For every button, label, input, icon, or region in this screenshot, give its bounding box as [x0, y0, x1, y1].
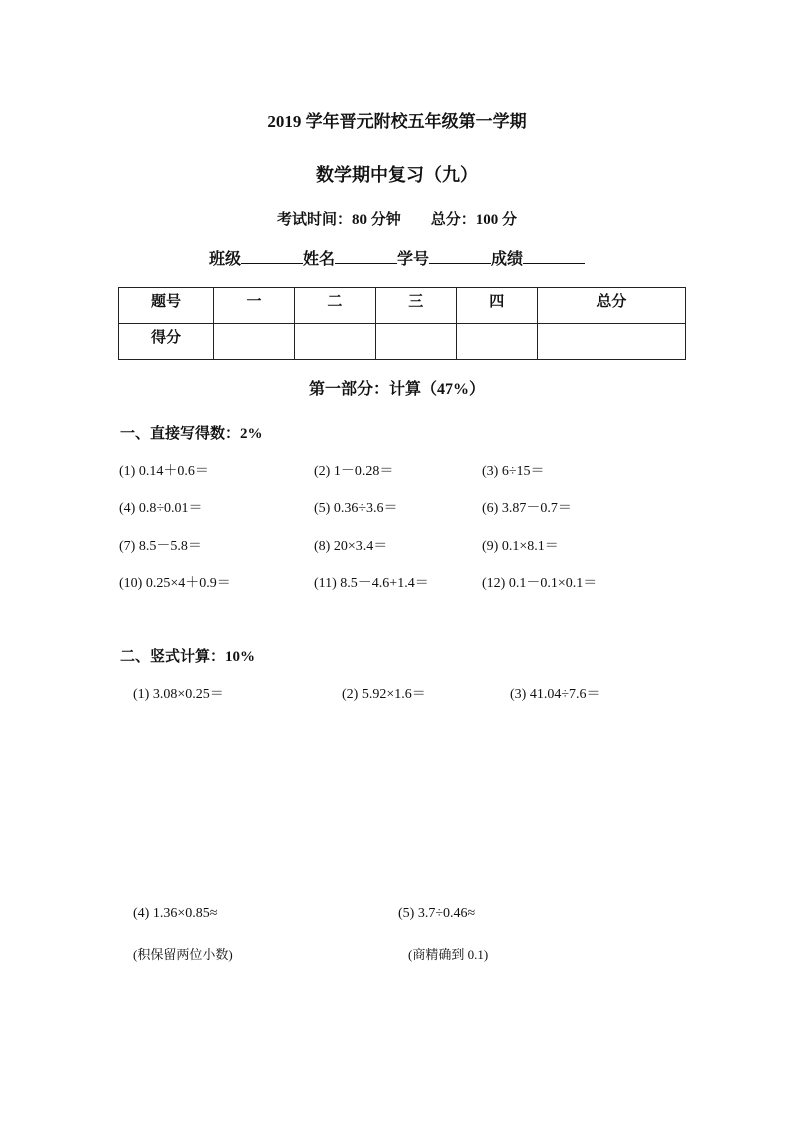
s2-note-5: (商精确到 0.1) [408, 947, 489, 962]
s1-problem-4: (4) 0.8÷0.01＝ [119, 501, 203, 516]
header-cell-3: 三 [375, 288, 456, 324]
s1-problem-8: (8) 20×3.4＝ [314, 539, 388, 554]
score-cell-2[interactable] [294, 324, 375, 360]
id-label: 学号 [397, 251, 430, 268]
s2-note-4: (积保留两位小数) [133, 947, 233, 962]
total-score: 总分：100 分 [430, 212, 518, 228]
score-cell-4[interactable] [456, 324, 537, 360]
s1-problem-7: (7) 8.5－5.8＝ [119, 539, 202, 554]
s1-problem-5: (5) 0.36÷3.6＝ [314, 501, 398, 516]
s2-problem-2: (2) 5.92×1.6＝ [342, 687, 426, 702]
s1-problem-1: (1) 0.14＋0.6＝ [119, 464, 209, 479]
exam-subtitle: 数学期中复习（九） [316, 165, 478, 185]
s2-problem-5: (5) 3.7÷0.46≈ [398, 906, 476, 921]
section2-title: 二、竖式计算：10% [120, 649, 256, 665]
part1-title: 第一部分：计算（47%） [308, 381, 485, 398]
s1-problem-3: (3) 6÷15＝ [482, 464, 545, 479]
s2-problem-1: (1) 3.08×0.25＝ [133, 687, 224, 702]
name-label: 姓名 [302, 251, 335, 268]
header-cell-1: 一 [214, 288, 295, 324]
header-cell-total: 总分 [537, 288, 685, 324]
s1-problem-2: (2) 1－0.28＝ [314, 464, 394, 479]
s2-problem-4: (4) 1.36×0.85≈ [133, 906, 218, 921]
class-blank[interactable] [241, 249, 303, 264]
score-cell-total[interactable] [537, 324, 685, 360]
header-cell-2: 二 [294, 288, 375, 324]
section1-title: 一、直接写得数：2% [120, 426, 263, 442]
s1-problem-11: (11) 8.5－4.6+1.4＝ [314, 576, 429, 591]
s1-problem-10: (10) 0.25×4＋0.9＝ [119, 576, 231, 591]
score-table [118, 287, 686, 360]
s1-problem-6: (6) 3.87－0.7＝ [482, 501, 572, 516]
id-blank[interactable] [429, 249, 491, 264]
s2-problem-3: (3) 41.04÷7.6＝ [510, 687, 601, 702]
s1-problem-12: (12) 0.1－0.1×0.1＝ [482, 576, 598, 591]
grade-blank[interactable] [523, 249, 585, 264]
header-cell-4: 四 [456, 288, 537, 324]
grade-label: 成绩 [491, 251, 524, 268]
student-info-line [0, 246, 794, 269]
score-row-label: 得分 [119, 324, 214, 360]
exam-meta [0, 208, 794, 229]
s1-problem-9: (9) 0.1×8.1＝ [482, 539, 559, 554]
score-cell-1[interactable] [214, 324, 295, 360]
exam-time: 考试时间：80 分钟 [276, 212, 401, 228]
exam-title: 2019 学年晋元附校五年级第一学期 [267, 112, 527, 131]
name-blank[interactable] [335, 249, 397, 264]
score-cell-3[interactable] [375, 324, 456, 360]
class-label: 班级 [208, 251, 241, 268]
score-table-header-row [119, 288, 686, 324]
score-table-score-row [119, 324, 686, 360]
header-cell-question: 题号 [119, 288, 214, 324]
